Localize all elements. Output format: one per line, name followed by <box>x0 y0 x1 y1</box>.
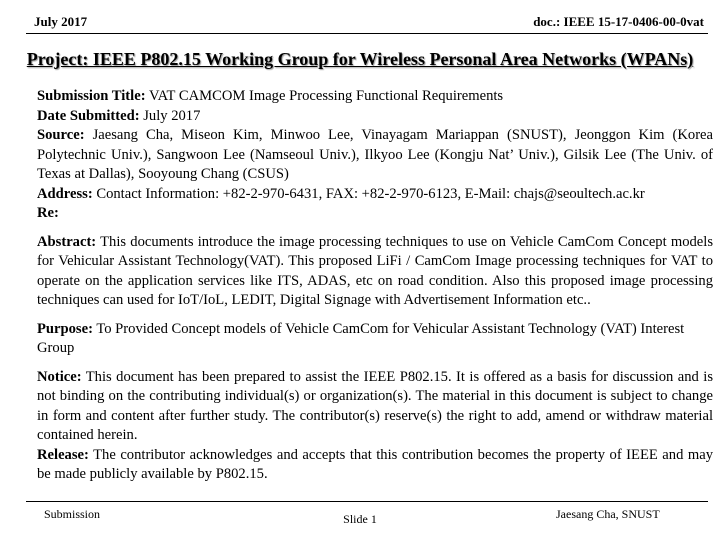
notice-value: This document has been prepared to assist the IEEE P802.15. It is offered as a basis for discussion and is not binding on the contributing individual(s) or organization(s). The material in this document is subject to change in form and content after further study. The contributor(s) reserve(s) the right to add, amend or withdraw material contained herein. <box>37 368 713 443</box>
footer-author: Jaesang Cha, SNUST <box>556 507 660 521</box>
date-submitted-value: July 2017 <box>143 107 201 124</box>
release-field <box>37 446 713 485</box>
purpose-label: Purpose: <box>37 320 93 337</box>
abstract-value: This documents introduce the image processing techniques to use on Vehicle CamCom Concept models for Vehicular Assistant Technology(VAT). This proposed LiFi / CamCom Image processing techniques for VAT to operate on the application services like ITS, ADAS, etc on road condition. Also this proposed image processing techniques can used for IoT/IoL, LEDIT, Digital Signage with Advertisement Information etc.. <box>37 233 714 308</box>
re-label: Re: <box>37 205 59 221</box>
header-date: July 2017 <box>34 14 88 29</box>
footer-submission: Submission <box>44 507 101 521</box>
footer-slide-number: Slide 1 <box>343 512 377 526</box>
purpose-field <box>37 320 713 359</box>
header-doc-id: doc.: IEEE 15-17-0406-00-0vat <box>533 14 704 29</box>
abstract-label: Abstract: <box>37 233 97 250</box>
notice-field <box>37 368 713 446</box>
notice-label: Notice: <box>37 368 82 385</box>
re-field <box>37 204 713 224</box>
slide-content <box>37 87 713 485</box>
address-label: Address: <box>37 185 93 202</box>
project-title: Project: IEEE P802.15 Working Group for Wireless Personal Area Networks (WPANs) <box>26 49 694 69</box>
source-field <box>37 126 713 185</box>
address-value: Contact Information: +82-2-970-6431, FAX: +82-2-970-6123, E-Mail: chajs@seoultech.ac.kr <box>96 185 645 202</box>
purpose-value: To Provided Concept models of Vehicle CamCom for Vehicular Assistant Technology (VAT) Interest Group <box>37 320 685 356</box>
submission-title-field <box>37 87 713 107</box>
date-submitted-field <box>37 107 713 127</box>
abstract-field <box>37 233 713 311</box>
date-submitted-label: Date Submitted: <box>37 107 140 124</box>
submission-title-value: VAT CAMCOM Image Processing Functional Requirements <box>148 88 504 104</box>
source-label: Source: <box>37 127 85 143</box>
submission-title-label: Submission Title: <box>37 88 146 104</box>
header-divider <box>26 33 708 34</box>
release-value: The contributor acknowledges and accepts that this contribution becomes the property of IEEE and may be made publicly available by P802.15. <box>37 446 713 482</box>
footer-divider <box>26 501 708 502</box>
source-value: Jaesang Cha, Miseon Kim, Minwoo Lee, Vinayagam Mariappan (SNUST), Jeonggon Kim (Korea Polytechnic Univ.), Sangwoon Lee (Namseoul Univ.), Ilkyoo Lee (Kongju Nat’ Univ.), Gilsik Lee (The Univ. of Texas at Dallas), Sooyoung Chang (CSUS) <box>37 127 714 182</box>
release-label: Release: <box>37 446 89 463</box>
address-field <box>37 185 713 205</box>
